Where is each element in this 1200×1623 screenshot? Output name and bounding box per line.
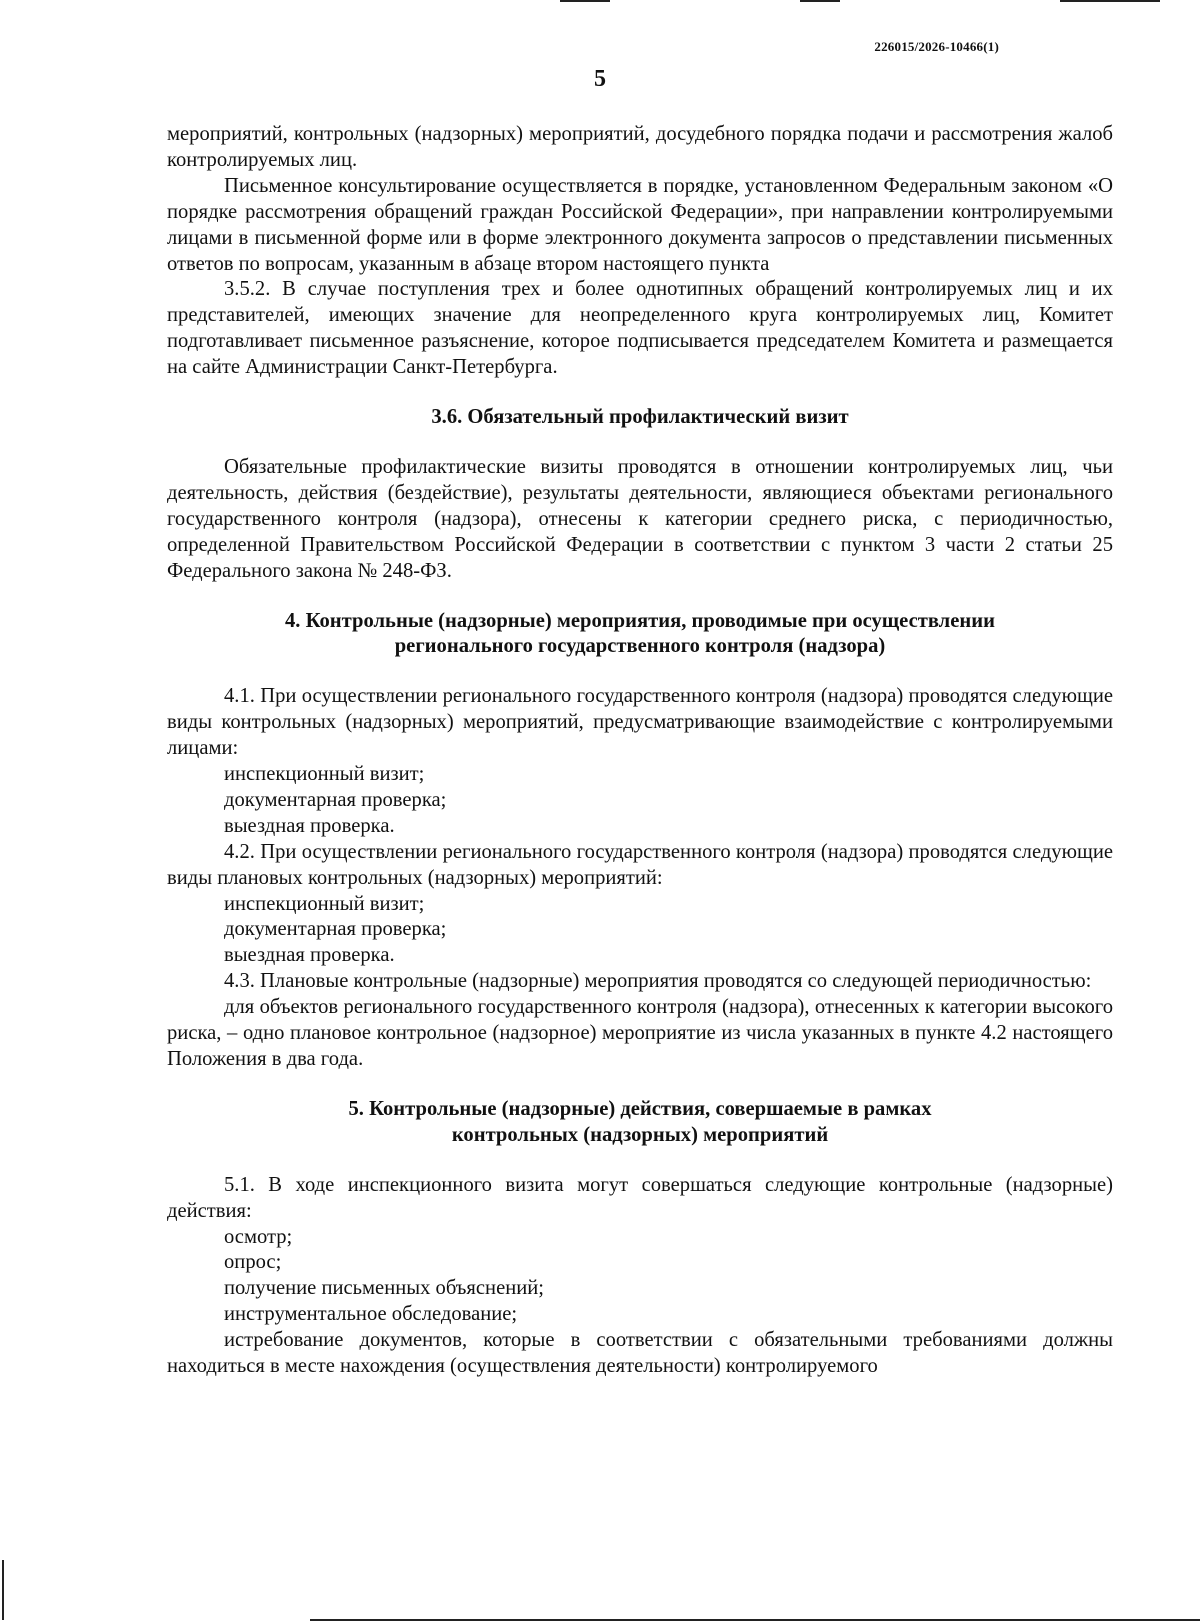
paragraph: Письменное консультирование осуществляется в порядке, установленном Федеральным законом «О порядке рассмотрения обращений граждан Российской Федерации», при направлении контролируемыми лицами в письменной форме или в форме электронного документа запросов о представлении письменных ответов по вопросам, указанным в абзаце втором настоящего пункта	[167, 174, 1113, 275]
paragraph: Обязательные профилактические визиты проводятся в отношении контролируемых лиц, чьи деятельность, действия (бездействие), результаты деятельности, являющиеся объектами регионального государственного контроля (надзора), отнесены к категории среднего риска, с периодичностью, определенной Правительством Российской Федерации в соответствии с пунктом 3 части 2 статьи 25 Федерального закона № 248-ФЗ.	[167, 455, 1113, 582]
paragraph: 5.1. В ходе инспекционного визита могут совершаться следующие контрольные (надзорные) действия:	[167, 1173, 1113, 1222]
list-item: документарная проверка;	[224, 788, 447, 811]
paragraph: для объектов регионального государственного контроля (надзора), отнесенных к категории высокого риска, – одно плановое контрольное (надзорное) мероприятие из числа указанных в пункте 4.2 настоящего Положения в два года.	[167, 996, 1113, 1070]
section-heading-line: регионального государственного контроля (надзора)	[394, 635, 886, 658]
paragraph: 4.3. Плановые контрольные (надзорные) мероприятия проводятся со следующей периодичностью:	[224, 970, 1092, 993]
scan-mark-bottom	[310, 1619, 1200, 1621]
scan-mark-left	[2, 1560, 4, 1620]
scan-mark-top-3	[1060, 0, 1160, 2]
list-item: осмотр;	[224, 1225, 293, 1248]
list-item: документарная проверка;	[224, 918, 447, 941]
list-item: выездная проверка.	[224, 944, 395, 967]
paragraph: истребование документов, которые в соответствии с обязательными требованиями должны находиться в месте нахождения (осуществления деятельности) контролируемого	[167, 1329, 1113, 1378]
list-item: инспекционный визит;	[224, 763, 425, 786]
section-heading-5	[167, 1097, 1113, 1149]
paragraph: 4.2. При осуществлении регионального государственного контроля (надзора) проводятся следующие виды плановых контрольных (надзорных) мероприятий:	[167, 840, 1113, 889]
list-item: инспекционный визит;	[224, 892, 425, 915]
section-heading-line: контрольных (надзорных) мероприятий	[451, 1123, 829, 1146]
paragraph: 3.5.2. В случае поступления трех и более однотипных обращений контролируемых лиц и их представителей, имеющих значение для неопределенного круга контролируемых лиц, Комитет подготавливает письменное разъяснение, которое подписывается председателем Комитета и размещается на сайте Администрации Санкт-Петербурга.	[167, 278, 1113, 379]
document-registration-number: 226015/2026-10466(1)	[874, 39, 999, 54]
list-item: выездная проверка.	[224, 814, 395, 837]
scan-mark-top-1	[560, 0, 610, 2]
list-item: получение письменных объяснений;	[224, 1277, 544, 1300]
section-heading-4	[167, 609, 1113, 661]
document-body	[167, 122, 1113, 1380]
paragraph: 4.1. При осуществлении регионального государственного контроля (надзора) проводятся следующие виды контрольных (надзорных) мероприятий, предусматривающие взаимодействие с контролируемыми лицами:	[167, 685, 1113, 760]
section-heading-3-6: 3.6. Обязательный профилактический визит	[431, 406, 849, 429]
page-number: 5	[594, 66, 606, 92]
section-heading-line: 4. Контрольные (надзорные) мероприятия, проводимые при осуществлении	[285, 609, 995, 632]
list-item: инструментальное обследование;	[224, 1303, 518, 1326]
section-heading-line: 5. Контрольные (надзорные) действия, совершаемые в рамках	[348, 1097, 932, 1120]
list-item: опрос;	[224, 1251, 282, 1274]
paragraph: мероприятий, контрольных (надзорных) мероприятий, досудебного порядка подачи и рассмотрения жалоб контролируемых лиц.	[167, 123, 1113, 171]
scan-mark-top-2	[800, 0, 840, 2]
